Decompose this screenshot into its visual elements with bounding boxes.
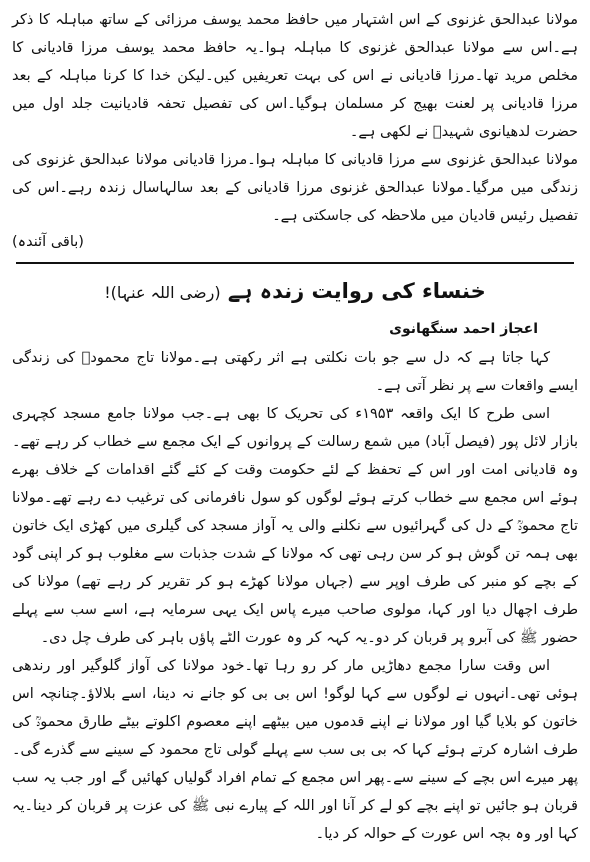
paragraph: کہا جاتا ہے کہ دل سے جو بات نکلتی ہے اثر رکھتی ہے۔مولانا تاج محمودؒ کی زندگی ایسے واقعات سے پر نظر آتی ہے۔ (12, 350, 578, 394)
article-author: اعجاز احمد سنگھانوی (389, 321, 538, 337)
article-title (12, 276, 578, 308)
paragraph: مولانا عبدالحق غزنوی سے مرزا قادیانی کا مباہلہ ہوا۔مرزا قادیانی مولانا عبدالحق غزنوی کی زندگی میں مرگیا۔مولانا عبدالحق غزنوی مرزا قادیانی کے بعد سالہاسال زندہ رہے۔اس کی تفصیل رئیس قادیان میں ملاحظہ کی جاسکتی ہے۔ (12, 152, 578, 224)
article (12, 276, 578, 848)
paragraph: اس وقت سارا مجمع دھاڑیں مار کر رو رہا تھا۔خود مولانا کی آواز گلوگیر اور رندھی ہوئی تھی۔انہوں نے لوگوں سے کہا لوگو! اس بی بی کو جانے نہ دینا، اسے بلالاؤ۔چنانچہ اس خاتون کو بلایا گیا اور مولانا نے اپنے قدموں میں بیٹھے اپنے معصوم اکلوتے بیٹے طارق محمودؒ کی طرف اشارہ کرتے ہوئے کہا کہ بی بی سب سے پہلے گولی تاج محمود کے سینے سے گذرے گی۔پھر میرے اس بچے کے سینے سے۔پھر اس مجمع کے تمام افراد گولیاں کھائیں گے اور جب یہ سب قربان ہو جائیں تو اپنے بچے کو لے کر آنا اور اللہ کے پیارے نبی ﷺ کی عزت پر قربان کر دینا۔یہ کہا اور وہ بچہ اس عورت کے حوالہ کر دیا۔ (12, 658, 578, 842)
article-title-honorific: (رضی اللہ عنہا)! (104, 283, 221, 302)
paragraph: مولانا عبدالحق غزنوی کے اس اشتہار میں حافظ محمد یوسف مرزائی کے ساتھ مباہلہ کا ذکر ہے۔اس سے مولانا عبدالحق غزنوی کا مباہلہ ہوا۔یہ حافظ محمد یوسف مرزا قادیانی کا مخلص مرید تھا۔مرزا قادیانی نے اس کی بہت تعریفیں کیں۔لیکن خدا کا کرنا مباہلہ کے بعد مرزا قادیانی پر لعنت بھیج کر مسلمان ہوگیا۔اس کی تفصیل تحفہ قادیانیت جلد اول میں حضرت لدھیانوی شہیدؒ نے لکھی ہے۔ (12, 12, 578, 140)
continued-note: (باقی آئندہ) (12, 234, 84, 250)
article-title-text: خنساء کی روایت زندہ ہے (227, 279, 486, 303)
section-divider (16, 262, 574, 264)
paragraph: اسی طرح کا ایک واقعہ ۱۹۵۳ء کی تحریک کا بھی ہے۔جب مولانا جامع مسجد کچہری بازار لائل پور (فیصل آباد) میں شمع رسالت کے پروانوں کے ایک مجمع سے خطاب کر رہے تھے۔وہ قادیانی امت اور اس کے تحفظ کے لئے حکومت وقت کے کئے گئے اقدامات کے خلاف بھرے ہوئے اس مجمع سے خطاب کرتے ہوئے لوگوں کو سول نافرمانی کی ترغیب دے رہے تھے۔مولانا تاج محمودؒ کے دل کی گہرائیوں سے نکلنے والی یہ آواز مسجد کی گیلری میں کھڑی ایک خاتون بھی ہمہ تن گوش ہو کر سن رہی تھی کہ مولانا کے شدت جذبات سے مغلوب ہو کر اپنی گود کے بچے کو منبر کی طرف اوپر سے (جہاں مولانا کھڑے ہو کر تقریر کر رہے تھے) مولانا کی طرف اچھال دیا اور کہا، مولوی صاحب میرے پاس ایک یہی سرمایہ ہے، اسے سب سے پہلے حضور ﷺ کی آبرو پر قربان کر دو۔یہ کہہ کر وہ عورت الٹے پاؤں باہر کی طرف چل دی۔ (12, 406, 578, 646)
previous-article-ending (12, 6, 578, 254)
